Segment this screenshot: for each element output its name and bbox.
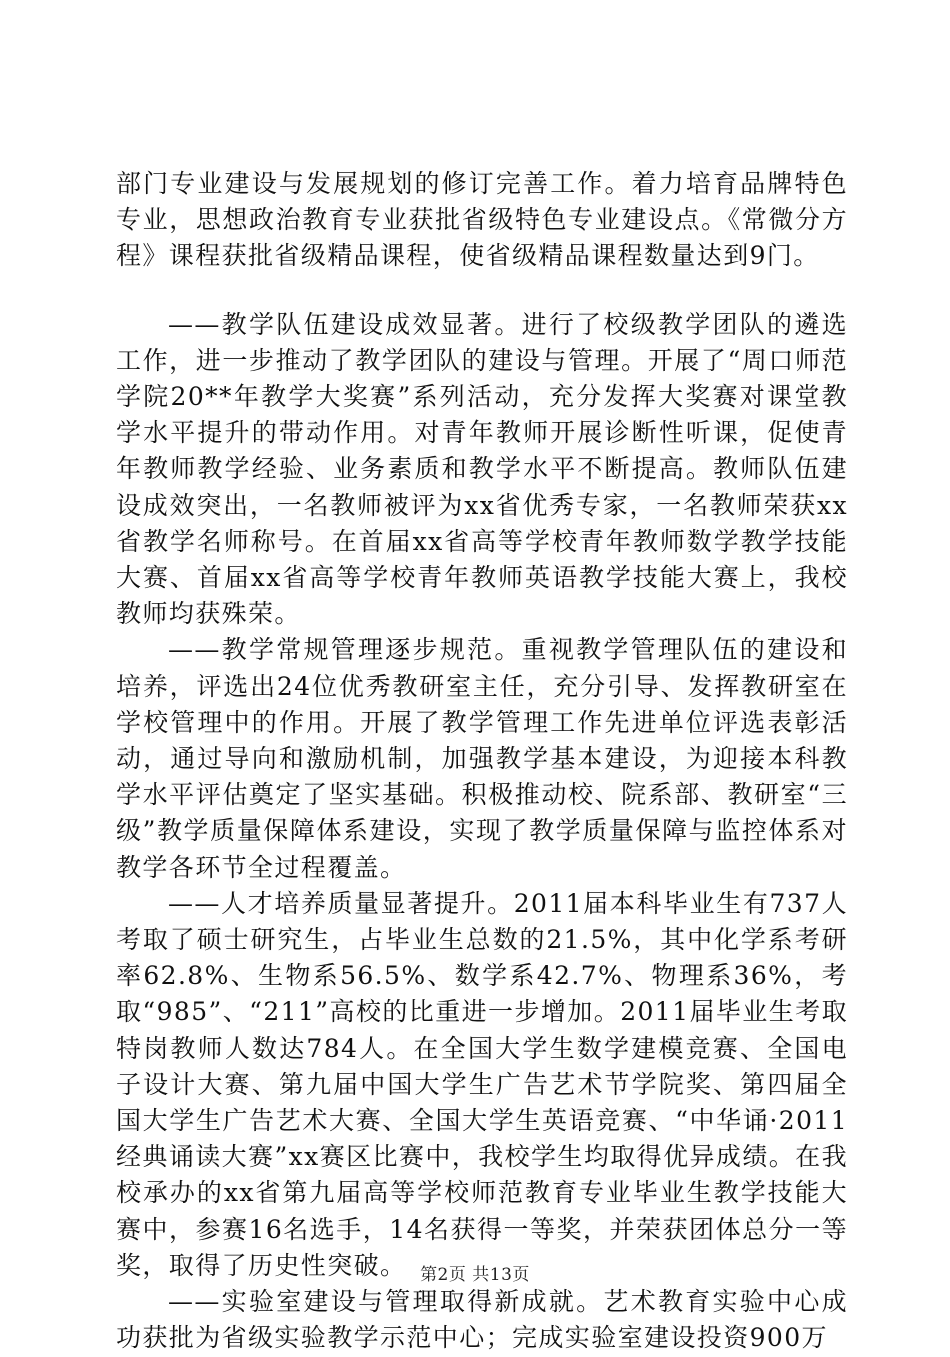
paragraph-teaching-management: ——教学常规管理逐步规范。重视教学管理队伍的建设和培养，评选出24位优秀教研室主任，充分引导、发挥教研室在学校管理中的作用。开展了教学管理工作先进单位评选表彰活动，通过导向和激励机制，加强教学基本建设，为迎接本科教学水平评估奠定了坚实基础。积极推动校、院系部、教研室“三级”教学质量保障体系建设，实现了教学质量保障与监控体系对教学各环节全过程覆盖。: [116, 635, 848, 882]
page-number-footer: 第2页 共13页: [420, 1265, 530, 1285]
document-body: [116, 166, 848, 1357]
paragraph-laboratory: ——实验室建设与管理取得新成就。艺术教育实验中心成功获批为省级实验教学示范中心；完成实验室建设投资900万: [116, 1287, 848, 1353]
paragraph-teaching-staff: ——教学队伍建设成效显著。进行了校级教学团队的遴选工作，进一步推动了教学团队的建设与管理。开展了“周口师范学院20**年教学大奖赛”系列活动，充分发挥大奖赛对课堂教学水平提升的带动作用。对青年教师开展诊断性听课，促使青年教师教学经验、业务素质和教学水平不断提高。教师队伍建设成效突出，一名教师被评为xx省优秀专家，一名教师荣获xx省教学名师称号。在首届xx省高等学校青年教师数学教学技能大赛、首届xx省高等学校青年教师英语教学技能大赛上，我校教师均获殊荣。: [116, 309, 848, 629]
paragraph-major-planning: 部门专业建设与发展规划的修订完善工作。着力培育品牌特色专业，思想政治教育专业获批省级特色专业建设点。《常微分方程》课程获批省级精品课程，使省级精品课程数量达到9门。: [116, 169, 848, 271]
paragraph-talent-quality: ——人才培养质量显著提升。2011届本科毕业生有737人考取了硕士研究生，占毕业生总数的21.5%，其中化学系考研率62.8%、生物系56.5%、数学系42.7%、物理系36%，考取“985”、“211”高校的比重进一步增加。2011届毕业生考取特岗教师人数达784人。在全国大学生数学建模竞赛、全国电子设计大赛、第九届中国大学生广告艺术节学院奖、第四届全国大学生广告艺术大赛、全国大学生英语竞赛、“中华诵·2011经典诵读大赛”xx赛区比赛中，我校学生均取得优异成绩。在我校承办的xx省第九届高等学校师范教育专业毕业生教学技能大赛中，参赛16名选手，14名获得一等奖，并荣获团体总分一等奖，取得了历史性突破。: [116, 888, 848, 1280]
